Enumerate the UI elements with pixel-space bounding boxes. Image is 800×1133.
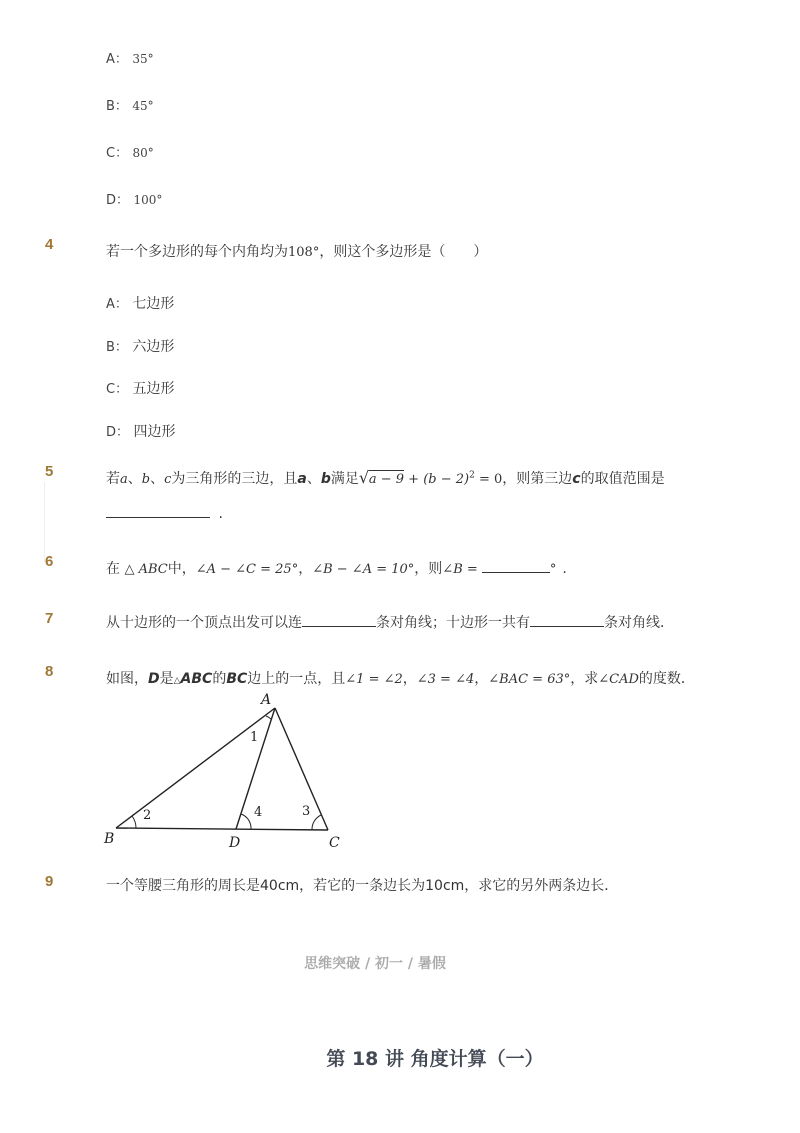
radicand: a − 9 — [368, 472, 405, 487]
triangle-figure — [100, 688, 360, 858]
option-value: 五边形 — [132, 381, 175, 397]
option-value: 80° — [132, 146, 154, 160]
text-segment: ，则这个多边形是（ ） — [319, 244, 488, 260]
text-segment: ， — [402, 671, 417, 687]
sqrt-expression — [359, 470, 404, 487]
radical-sign: √ — [358, 468, 370, 487]
math-expression: ∠1 = ∠2 — [345, 672, 403, 687]
question-number: 5 — [45, 463, 54, 480]
var-b-bold: b — [320, 471, 331, 487]
question-text — [106, 612, 674, 632]
option-b[interactable] — [106, 336, 174, 356]
option-letter: A： — [106, 52, 128, 67]
angle-arc-3 — [312, 815, 321, 830]
text-segment: 中， — [167, 561, 196, 577]
var-a: a — [120, 472, 128, 487]
text-segment: 边上的一点，且 — [247, 671, 346, 687]
option-value: 100° — [133, 193, 163, 207]
angle-label-1: 1 — [250, 730, 259, 745]
vertex-label-a: A — [261, 692, 272, 708]
text-segment: 、 — [150, 471, 165, 487]
answer-line — [106, 503, 223, 522]
answer-blank[interactable] — [106, 503, 210, 518]
option-value: 45° — [132, 99, 154, 113]
text-segment: 在 — [106, 561, 120, 577]
angle-label-3: 3 — [302, 804, 311, 819]
option-c[interactable] — [106, 142, 154, 161]
math-expression: ∠3 = ∠4 — [416, 672, 475, 687]
option-d[interactable] — [106, 421, 175, 441]
question-text — [106, 668, 695, 688]
period: . — [562, 561, 567, 577]
lecture-title-text: 第 18 讲 角度计算（一） — [326, 1048, 544, 1070]
question-text — [106, 468, 665, 488]
angle-arc-1 — [266, 716, 271, 719]
text-segment: ， — [298, 561, 313, 577]
text-segment: 满足 — [330, 471, 359, 487]
question-text: 一个等腰三角形的周长是40cm，若它的一条边长为10cm，求它的另外两条边长． — [106, 878, 619, 894]
question-number: 4 — [45, 236, 54, 253]
option-a[interactable] — [106, 48, 154, 67]
footer-text: 思维突破 / 初一 / 暑假 — [304, 956, 446, 972]
math-term: = 0 — [474, 472, 503, 487]
option-value: 35° — [132, 52, 154, 66]
var-abc: ABC — [180, 671, 213, 687]
text-segment: 、 — [127, 471, 142, 487]
var-bc: BC — [226, 671, 248, 687]
text-segment: 如图， — [106, 671, 148, 687]
option-value: 七边形 — [132, 296, 175, 312]
question-text — [106, 241, 487, 261]
var-b: b — [141, 472, 151, 487]
text-segment: 的 — [212, 671, 227, 687]
side-rule — [44, 482, 45, 562]
var-c: c — [164, 472, 172, 487]
var-c-bold: c — [572, 471, 581, 487]
option-letter: A： — [106, 297, 128, 312]
math-expression: ∠B = — [442, 562, 482, 577]
triangle-symbol: △ — [173, 676, 181, 686]
question-number: 6 — [45, 553, 54, 570]
side-ab — [116, 708, 275, 828]
text-segment: 条对角线． — [604, 615, 674, 631]
side-bc — [116, 828, 328, 830]
option-value: 四边形 — [133, 424, 176, 440]
text-segment: 若 — [106, 471, 120, 487]
angle-label-2: 2 — [143, 808, 152, 823]
math-term: + (b − 2) — [404, 472, 470, 487]
var-d: D — [148, 671, 160, 687]
math-expression: ∠B − ∠A = 10° — [312, 562, 415, 577]
text-segment: ，则 — [414, 561, 443, 577]
question-number: 7 — [45, 610, 54, 627]
text-segment: 、 — [306, 471, 321, 487]
math-expression: ∠BAC = 63° — [488, 672, 571, 687]
option-letter: D： — [106, 425, 130, 440]
lecture-title — [0, 1044, 800, 1071]
answer-blank[interactable] — [482, 558, 550, 573]
option-b[interactable] — [106, 95, 154, 114]
question-number: 9 — [45, 873, 54, 890]
math-expression: ∠CAD — [598, 672, 639, 687]
exponent: 2 — [469, 470, 475, 481]
vertex-label-c: C — [329, 835, 340, 851]
text-segment: 条对角线；十边形一共有 — [376, 615, 530, 631]
option-d[interactable] — [106, 189, 162, 208]
vertex-label-d: D — [229, 835, 241, 851]
option-letter: B： — [106, 99, 128, 114]
text-segment: 的度数． — [638, 671, 695, 687]
vertex-label-b: B — [104, 831, 115, 847]
angle-arc-4 — [241, 814, 251, 829]
math-expression: ∠A − ∠C = 25° — [195, 562, 299, 577]
text-segment: 为三角形的三边，且 — [171, 471, 298, 487]
answer-blank[interactable] — [530, 612, 604, 627]
text-segment: 是 — [159, 671, 174, 687]
option-letter: C： — [106, 382, 129, 397]
option-c[interactable] — [106, 378, 175, 398]
var-a-bold: a — [297, 471, 307, 487]
question-number: 8 — [45, 663, 54, 680]
option-letter: C： — [106, 146, 129, 161]
page-footer — [0, 953, 800, 973]
option-a[interactable] — [106, 293, 174, 313]
text-segment: ，求 — [570, 671, 599, 687]
text-segment: ，则第三边 — [502, 471, 573, 487]
option-letter: D： — [106, 193, 130, 208]
text-segment: 若一个多边形的每个内角均为 — [106, 244, 288, 260]
option-value: 六边形 — [132, 339, 175, 355]
answer-blank[interactable] — [302, 612, 376, 627]
text-segment: 从十边形的一个顶点出发可以连 — [106, 615, 302, 631]
period: . — [218, 506, 223, 522]
text-segment: ， — [474, 671, 489, 687]
question-text — [106, 558, 567, 578]
triangle-abc: △ ABC — [124, 562, 168, 577]
degree-unit: ° — [549, 562, 557, 577]
text-segment: 的取值范围是 — [580, 471, 665, 487]
angle-value: 108° — [288, 245, 320, 260]
angle-label-4: 4 — [254, 805, 263, 820]
angle-arc-2 — [132, 816, 136, 828]
option-letter: B： — [106, 340, 128, 355]
